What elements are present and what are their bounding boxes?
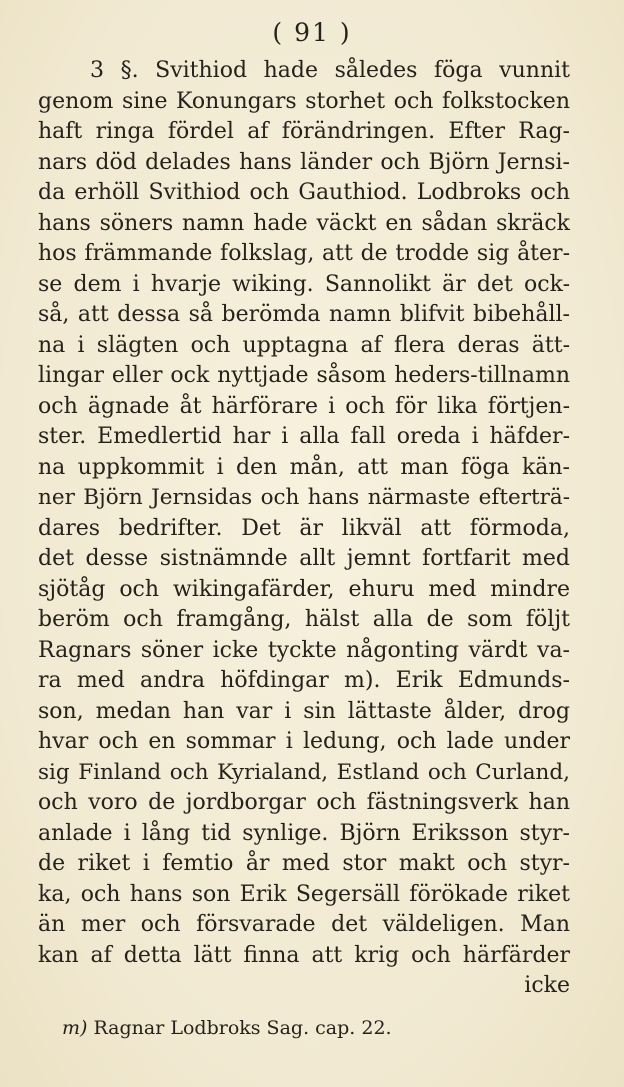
text-line: ner Björn Jernsidas och hans närmaste efterträ- bbox=[38, 485, 570, 510]
text-line: ra med andra höfdingar m). Erik Edmunds- bbox=[38, 668, 570, 693]
text-line: sig Finland och Kyrialand, Estland och Curland, bbox=[38, 759, 570, 785]
text-line: lingar eller ock nyttjade såsom heders-tillnamn bbox=[38, 363, 570, 388]
text-line: kan af detta lätt finna att krig och härfärder bbox=[38, 942, 570, 968]
text-line: hos främmande folkslag, att de trodde sig åter- bbox=[38, 241, 570, 266]
body-text bbox=[38, 56, 570, 1002]
text-line: Ragnars söner icke tyckte någonting värdt va- bbox=[38, 637, 570, 663]
footnote bbox=[62, 1017, 392, 1039]
text-line: son, medan han var i sin lättaste ålder, drog bbox=[38, 698, 570, 724]
text-line: och voro de jordborgar och fästningsverk han bbox=[38, 790, 570, 815]
text-line: det desse sistnämnde allt jemnt fortfarit med bbox=[38, 546, 570, 571]
text-line: nars död delades hans länder och Björn Jernsi- bbox=[38, 149, 570, 175]
footnote-marker: m) bbox=[62, 1017, 88, 1039]
text-line: haft ringa fördel af förändringen. Efter Rag- bbox=[38, 119, 570, 144]
text-line: och ägnade åt härförare i och för lika förtjen- bbox=[38, 393, 570, 419]
text-line: sjötåg och wikingafärder, ehuru med mindre bbox=[38, 576, 570, 602]
text-line: ster. Emedlertid har i alla fall oreda i häfder- bbox=[38, 424, 570, 449]
text-line: genom sine Konungars storhet och folkstocken bbox=[38, 88, 570, 114]
text-line: se dem i hvarje wiking. Sannolikt är det ock- bbox=[38, 271, 570, 297]
text-line: beröm och framgång, hälst alla de som följt bbox=[38, 607, 570, 632]
text-line: så, att dessa så berömda namn blifvit bibehåll- bbox=[38, 302, 570, 327]
catchword: icke bbox=[524, 973, 570, 998]
text-line: da erhöll Svithiod och Gauthiod. Lodbroks och bbox=[38, 180, 570, 205]
text-line: de riket i femtio år med stor makt och styr- bbox=[38, 851, 570, 876]
text-line: dares bedrifter. Det är likväl att förmoda, bbox=[38, 515, 570, 541]
page-number: ( 91 ) bbox=[272, 18, 352, 47]
text-line: 3 §. Svithiod hade således föga vunnit bbox=[90, 58, 570, 83]
footnote-text: Ragnar Lodbroks Sag. cap. 22. bbox=[93, 1017, 392, 1039]
text-line: na uppkommit i den mån, att man föga kän- bbox=[38, 454, 570, 480]
text-line: än mer och försvarade det väldeligen. Man bbox=[38, 912, 570, 937]
text-line: ka, och hans son Erik Segersäll förökade riket bbox=[38, 881, 570, 907]
text-line: hans söners namn hade väckt en sådan skräck bbox=[38, 210, 570, 236]
text-line: hvar och en sommar i ledung, och lade under bbox=[38, 729, 570, 754]
text-line: anlade i lång tid synlige. Björn Eriksson styr- bbox=[38, 820, 570, 846]
text-line: na i slägten och upptagna af flera deras ätt- bbox=[38, 332, 570, 358]
